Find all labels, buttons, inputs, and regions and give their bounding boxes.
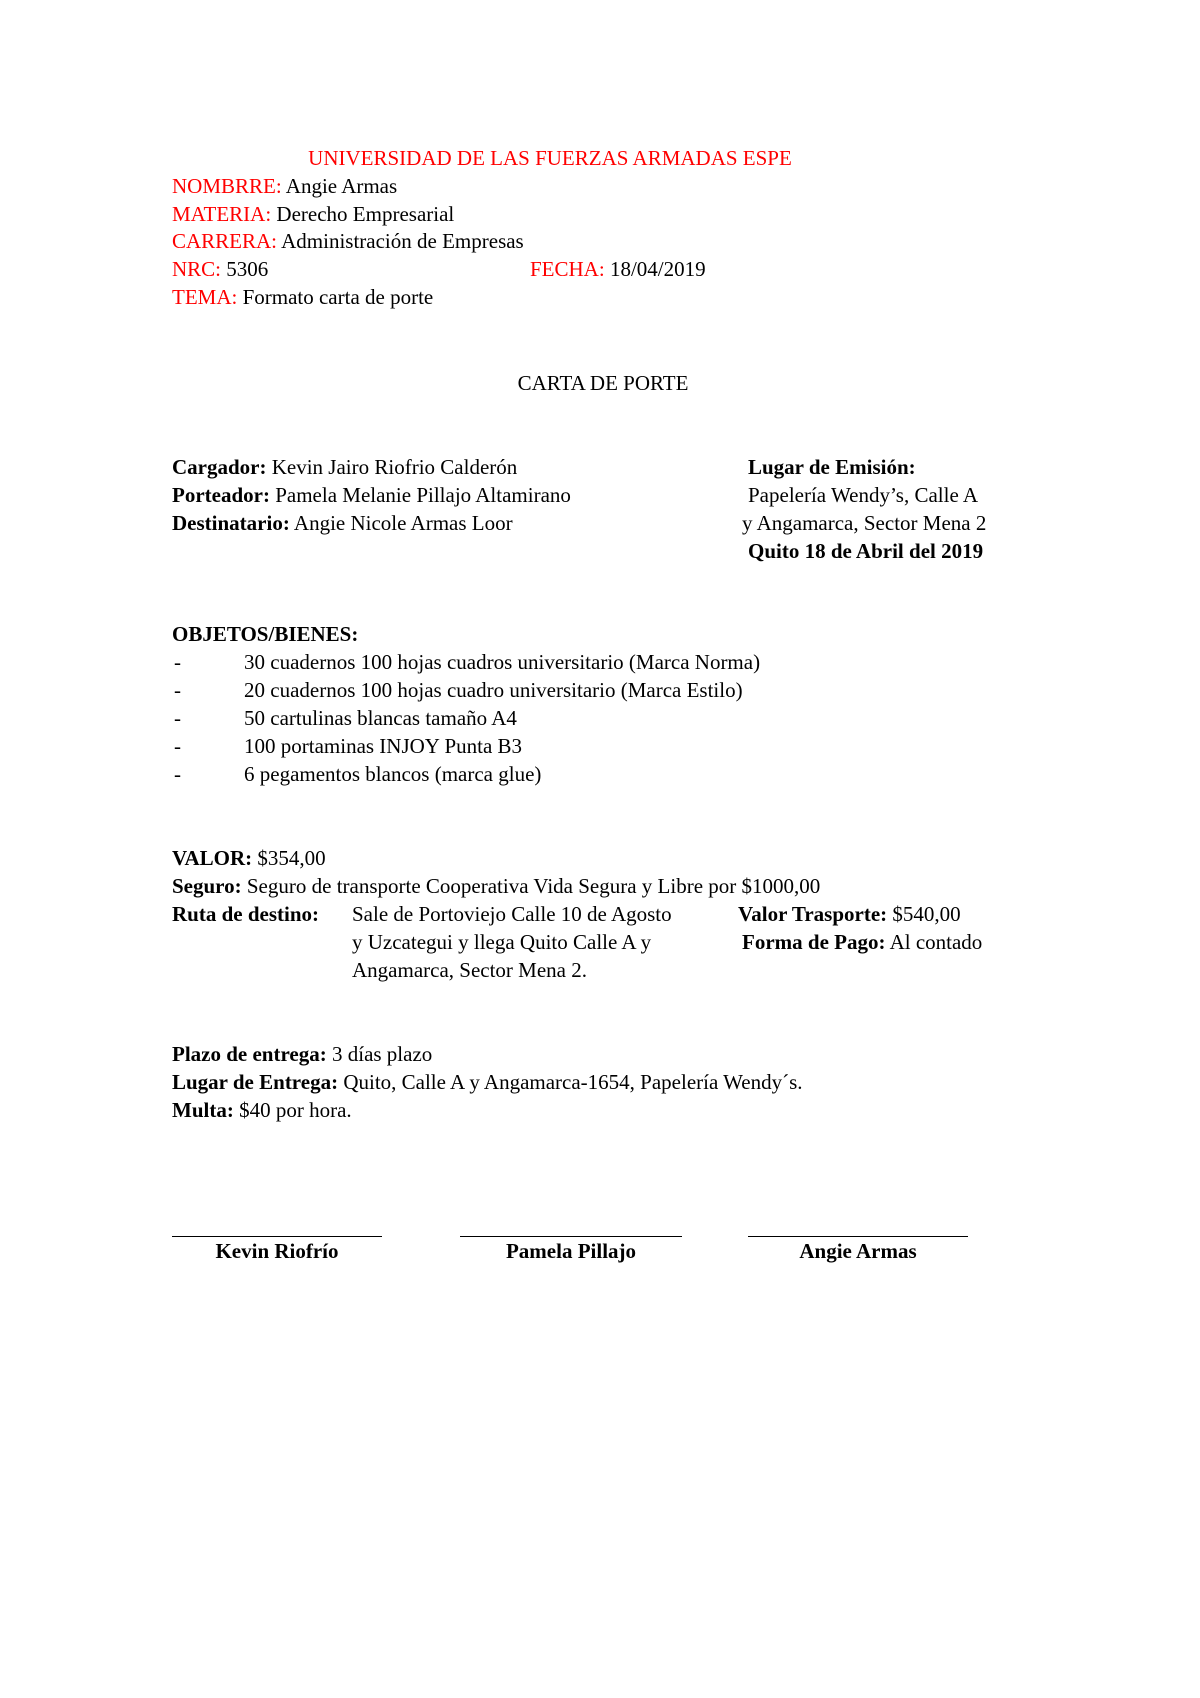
nrc-label: NRC: [172, 257, 222, 281]
signature-name: Kevin Riofrío [215, 1239, 339, 1263]
plazo-label: Plazo de entrega: [172, 1042, 327, 1066]
list-item-text: 20 cuadernos 100 hojas cuadro universitario (Marca Estilo) [244, 678, 743, 702]
lugar-entrega-value: Quito, Calle A y Angamarca-1654, Papelería Wendy´s. [343, 1070, 803, 1094]
porteador-value: Pamela Melanie Pillajo Altamirano [275, 483, 571, 507]
list-item-text: 6 pegamentos blancos (marca glue) [244, 762, 542, 786]
forma-pago-value: Al contado [889, 930, 983, 954]
ruta-label: Ruta de destino: [172, 902, 320, 926]
valor-trasporte-row [738, 900, 961, 928]
cargador-label: Cargador: [172, 455, 267, 479]
destinatario-label: Destinatario: [172, 511, 290, 535]
tema-row [172, 283, 433, 311]
lugar-emision-label: Lugar de Emisión: [748, 455, 916, 479]
lugar-entrega-label: Lugar de Entrega: [172, 1070, 339, 1094]
plazo-value: 3 días plazo [331, 1042, 433, 1066]
ruta-line2: y Uzcategui y llega Quito Calle A y [352, 930, 652, 954]
carrera-row [172, 227, 524, 255]
valor-row [172, 844, 326, 872]
forma-pago-row [742, 928, 982, 956]
multa-value: $40 por hora. [239, 1098, 352, 1122]
document-title: CARTA DE PORTE [517, 371, 689, 395]
lugar-entrega-row [172, 1068, 803, 1096]
plazo-row [172, 1040, 432, 1068]
valor-trasporte-value: $540,00 [892, 902, 961, 926]
multa-label: Multa: [172, 1098, 234, 1122]
materia-value: Derecho Empresarial [276, 202, 455, 226]
porteador-label: Porteador: [172, 483, 270, 507]
multa-row [172, 1096, 352, 1124]
carrera-value: Administración de Empresas [281, 229, 524, 253]
materia-row [172, 200, 454, 228]
list-bullet: - [174, 734, 181, 758]
lugar-emision-line2: y Angamarca, Sector Mena 2 [742, 511, 987, 535]
tema-value: Formato carta de porte [242, 285, 434, 309]
destinatario-value: Angie Nicole Armas Loor [293, 511, 513, 535]
list-bullet: - [174, 650, 181, 674]
list-bullet: - [174, 706, 181, 730]
cargador-value: Kevin Jairo Riofrio Calderón [271, 455, 518, 479]
fecha-row [530, 255, 706, 283]
nombre-label: NOMBRRE: [172, 174, 282, 198]
cargador-row [172, 453, 517, 481]
valor-trasporte-label: Valor Trasporte: [738, 902, 888, 926]
list-bullet: - [174, 678, 181, 702]
seguro-row [172, 872, 820, 900]
materia-label: MATERIA: [172, 202, 272, 226]
list-item-text: 100 portaminas INJOY Punta B3 [244, 734, 523, 758]
valor-value: $354,00 [257, 846, 326, 870]
list-bullet: - [174, 762, 181, 786]
seguro-label: Seguro: [172, 874, 242, 898]
destinatario-row [172, 509, 513, 537]
valor-label: VALOR: [172, 846, 253, 870]
seguro-value: Seguro de transporte Cooperativa Vida Segura y Libre por $1000,00 [246, 874, 821, 898]
porteador-row [172, 481, 571, 509]
fecha-label: FECHA: [530, 257, 605, 281]
list-item-text: 30 cuadernos 100 hojas cuadros universitario (Marca Norma) [244, 650, 761, 674]
tema-label: TEMA: [172, 285, 238, 309]
fecha-value: 18/04/2019 [609, 257, 706, 281]
university-title: UNIVERSIDAD DE LAS FUERZAS ARMADAS ESPE [308, 146, 792, 170]
nombre-value: Angie Armas [285, 174, 398, 198]
list-item-text: 50 cartulinas blancas tamaño A4 [244, 706, 517, 730]
ruta-line1: Sale de Portoviejo Calle 10 de Agosto [352, 902, 672, 926]
lugar-emision-date: Quito 18 de Abril del 2019 [748, 539, 984, 563]
nrc-row [172, 255, 268, 283]
signature-name: Angie Armas [799, 1239, 917, 1263]
lugar-emision-line1: Papelería Wendy’s, Calle A [748, 483, 979, 507]
ruta-line3: Angamarca, Sector Mena 2. [352, 958, 587, 982]
forma-pago-label: Forma de Pago: [742, 930, 886, 954]
nombre-row [172, 172, 397, 200]
signature-name: Pamela Pillajo [505, 1239, 637, 1263]
objects-heading: OBJETOS/BIENES: [172, 622, 359, 646]
nrc-value: 5306 [226, 257, 269, 281]
carrera-label: CARRERA: [172, 229, 278, 253]
